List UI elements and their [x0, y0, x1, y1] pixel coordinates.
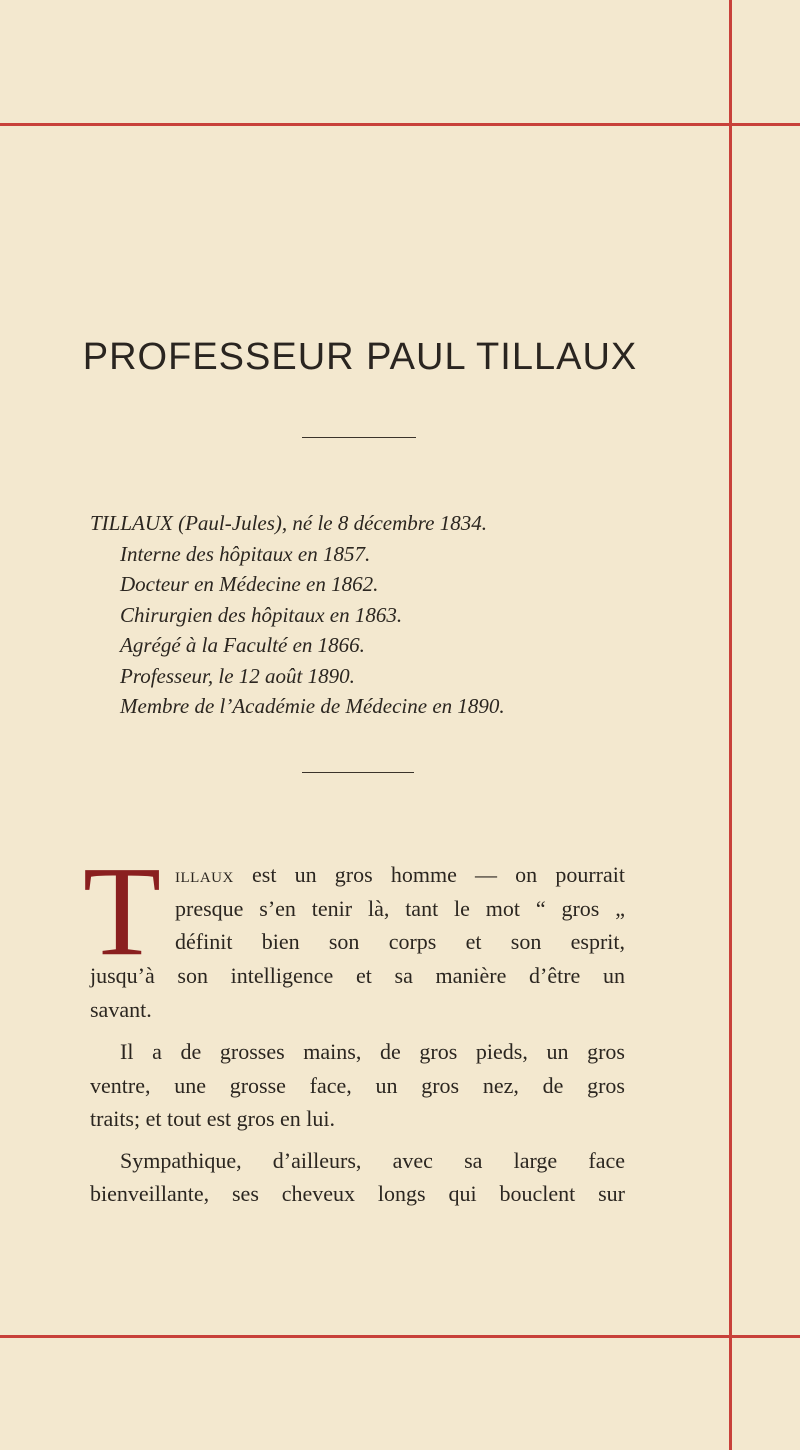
paragraph-1-head [175, 858, 625, 959]
biography-block [90, 508, 650, 722]
text-span: est un gros homme — on pourrait [233, 862, 625, 887]
text-line: traits; et tout est gros en lui. [90, 1106, 336, 1131]
small-caps-word: illaux [175, 862, 234, 887]
bio-line: Professeur, le 12 août 1890. [120, 663, 355, 688]
bio-line: TILLAUX (Paul-Jules), né le 8 décembre 1834. [90, 511, 487, 535]
text-line: presque s’en tenir là, tant le mot “ gros „ [175, 895, 625, 921]
bio-line: Docteur en Médecine en 1862. [120, 572, 379, 596]
bio-line: Membre de l’Académie de Médecine en 1890. [120, 694, 505, 718]
text-line: Il a de grosses mains, de gros pieds, un gros [120, 1039, 625, 1064]
paragraph-1-tail [90, 959, 625, 1026]
text-line: jusqu’à son intelligence et sa manière d’être un [90, 963, 625, 988]
text-line: Sympathique, d’ailleurs, avec sa large face [120, 1147, 625, 1173]
text-line: bienveillante, ses cheveux longs qui bouclent sur [90, 1181, 625, 1206]
drop-cap: T [82, 840, 162, 982]
text-line: ventre, une grosse face, un gros nez, de gros [90, 1072, 625, 1098]
text-line: définit bien son corps et son esprit, [175, 929, 625, 954]
text-line [175, 858, 625, 892]
right-red-rule [729, 0, 732, 1450]
bio-line: Interne des hôpitaux en 1857. [120, 541, 371, 566]
text-line: savant. [90, 996, 152, 1022]
bio-line: Agrégé à la Faculté en 1866. [120, 633, 365, 657]
paragraph-2 [90, 1035, 625, 1211]
bottom-red-rule [0, 1335, 800, 1338]
page-title: PROFESSEUR PAUL TILLAUX [82, 336, 638, 378]
top-red-rule [0, 123, 800, 126]
title-divider [302, 437, 416, 438]
bio-divider [302, 772, 414, 773]
bio-line: Chirurgien des hôpitaux en 1863. [120, 602, 403, 627]
